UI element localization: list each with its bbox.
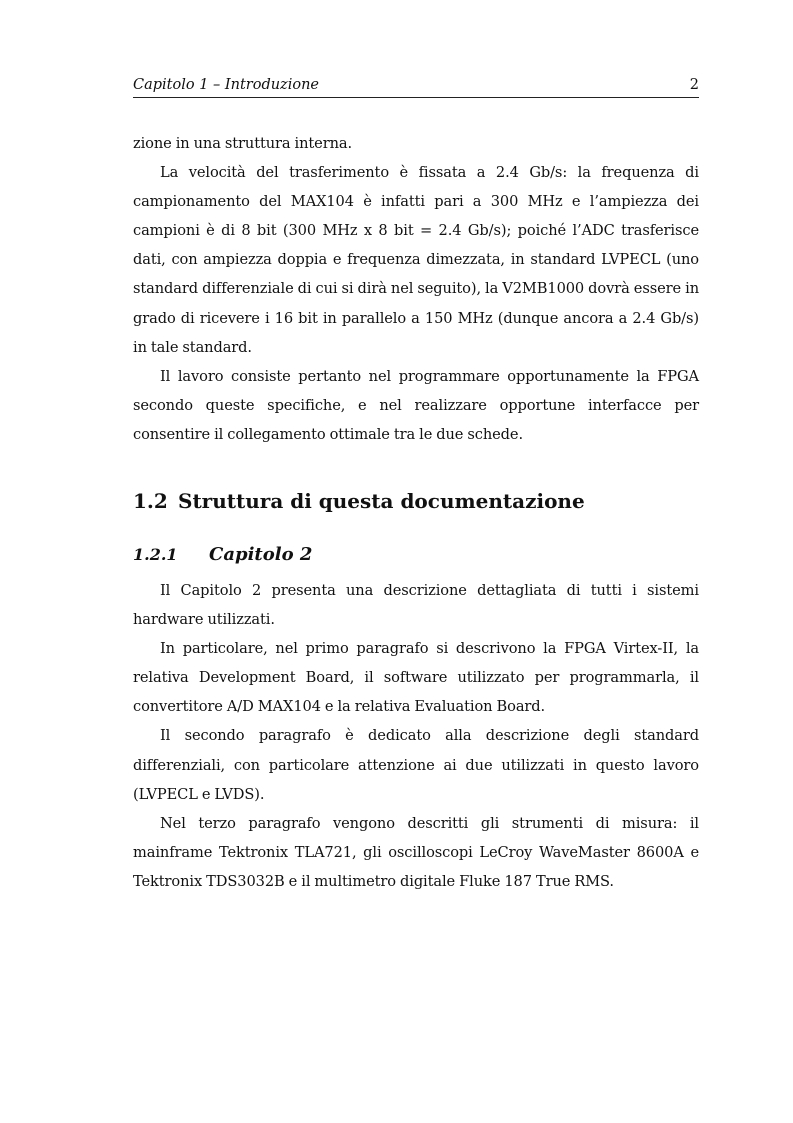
paragraph-second-section: Il secondo paragrafo è dedicato alla descrizione degli standard differenziali, con particolare attenzione ai due utilizzati in questo lavoro (LVPECL e LVDS). bbox=[133, 727, 699, 803]
section-number: 1.2 bbox=[133, 489, 168, 513]
section-heading bbox=[133, 487, 699, 515]
subsection-heading bbox=[133, 542, 699, 568]
section-title: Struttura di questa documentazione bbox=[178, 489, 585, 513]
subsection-title: Capitolo 2 bbox=[209, 544, 313, 565]
running-header bbox=[133, 77, 699, 98]
paragraph-work-description: Il lavoro consiste pertanto nel programmare opportunamente la FPGA secondo queste specifiche, e nel realizzare opportune interfacce per consentire il collegamento ottimale tra le due schede. bbox=[133, 367, 699, 443]
intro-text bbox=[133, 129, 699, 449]
paragraph-continuation: zione in una struttura interna. bbox=[133, 135, 353, 152]
paragraph-third-section: Nel terzo paragrafo vengono descritti gli strumenti di misura: il mainframe Tektronix TLA721, gli oscilloscopi LeCroy WaveMaster 8600A e Tektronix TDS3032B e il multimetro digitale Fluke 187 True RMS. bbox=[133, 814, 699, 890]
chapter2-text bbox=[133, 576, 699, 896]
page-number: 2 bbox=[689, 77, 699, 93]
running-title: Capitolo 1 – Introduzione bbox=[133, 77, 319, 93]
paragraph-first-section: In particolare, nel primo paragrafo si descrivono la FPGA Virtex-II, la relativa Development Board, il software utilizzato per programmarla, il convertitore A/D MAX104 e la relativa Evaluation Board. bbox=[133, 640, 699, 716]
paragraph-chapter2-overview: Il Capitolo 2 presenta una descrizione dettagliata di tutti i sistemi hardware utilizzati. bbox=[133, 582, 699, 629]
paragraph-transfer-speed: La velocità del trasferimento è fissata a 2.4 Gb/s: la frequenza di campionamento del MAX104 è infatti pari a 300 MHz e l’ampiezza dei campioni è di 8 bit (300 MHz x 8 bit = 2.4 Gb/s); poiché l’ADC trasferisce dati, con ampiezza doppia e frequenza dimezzata, in standard LVPECL (uno standard differenziale di cui si dirà nel seguito), la V2MB1000 dovrà essere in grado di ricevere i 16 bit in parallelo a 150 MHz (dunque ancora a 2.4 Gb/s) in tale standard. bbox=[133, 164, 699, 356]
subsection-number: 1.2.1 bbox=[133, 545, 178, 564]
